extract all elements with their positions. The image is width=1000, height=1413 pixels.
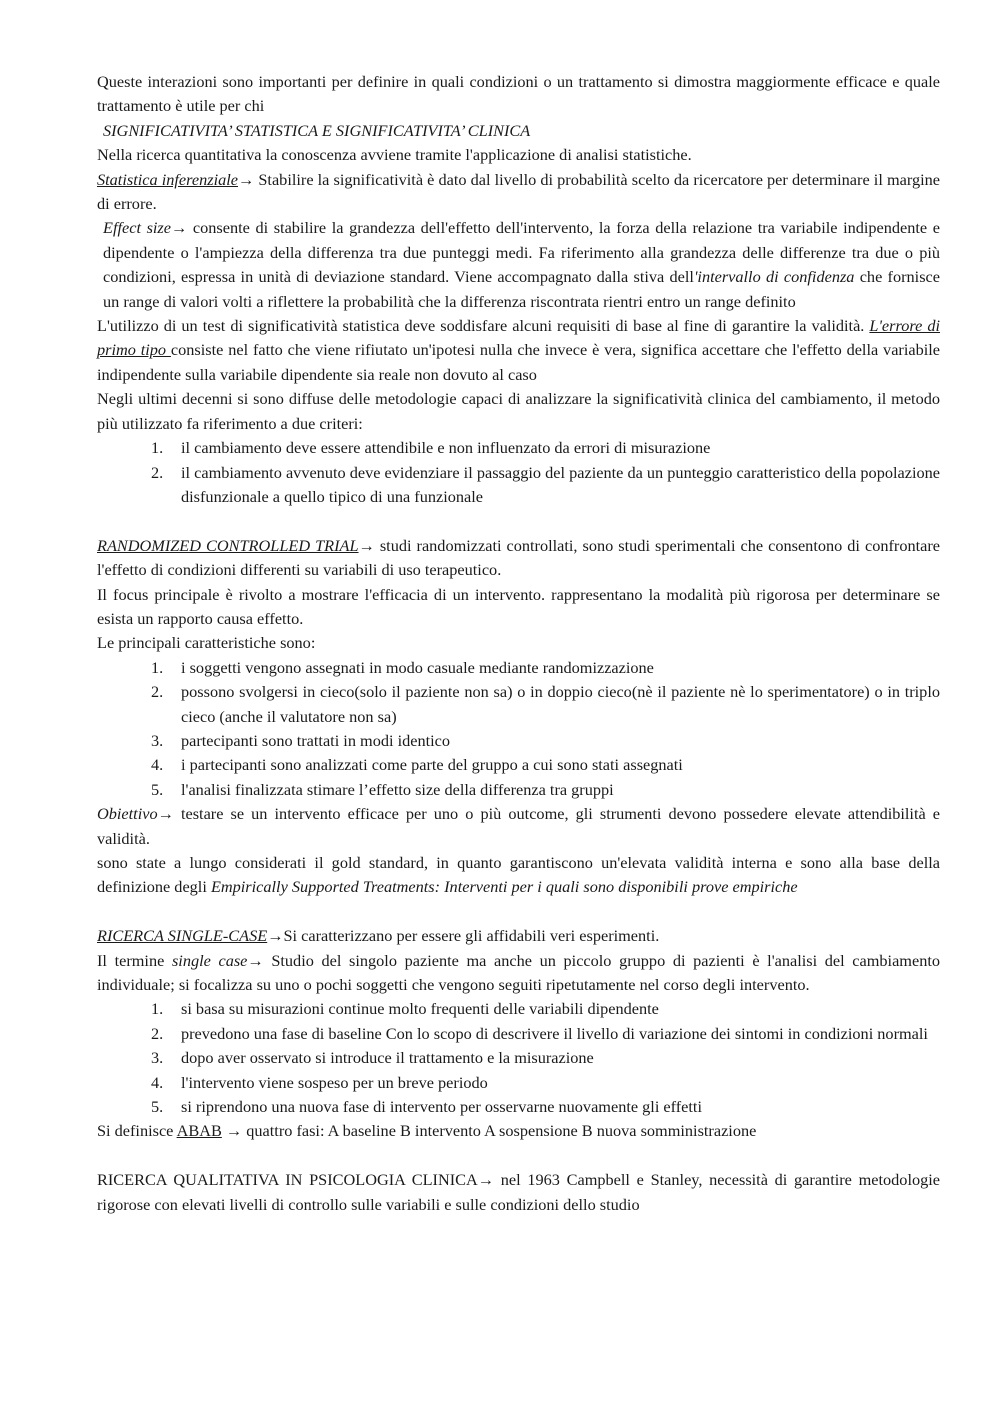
list-item	[97, 778, 940, 802]
list-text: i partecipanti sono analizzati come parte del gruppo a cui sono stati assegnati	[181, 755, 683, 775]
term-empirically-supported: Empirically Supported Treatments: Interventi per i quali sono disponibili prove empiriche	[210, 877, 798, 897]
term-abab: ABAB	[176, 1121, 222, 1141]
list-single-case	[97, 997, 940, 1119]
blank-line	[97, 1144, 940, 1168]
paragraph-ricerca-quantitativa: Nella ricerca quantitativa la conoscenza avviene tramite l'applicazione di analisi statistiche.	[97, 145, 692, 165]
paragraph-obiettivo	[97, 802, 940, 851]
list-text: l'analisi finalizzata stimare l’effetto size della differenza tra gruppi	[181, 779, 614, 799]
text-abab-fasi: → quattro fasi: A baseline B intervento A sospensione B nuova somministrazione	[221, 1121, 757, 1141]
list-number: 2.	[151, 682, 164, 702]
paragraph-gold-standard	[97, 851, 940, 900]
paragraph-rct-caratteristiche: Le principali caratteristiche sono:	[97, 633, 316, 653]
paragraph-ricerca-qualitativa: RICERCA QUALITATIVA IN PSICOLOGIA CLINICA→ nel 1963 Campbell e Stanley, necessità di garantire metodologie rigorose con elevati livelli di controllo sulle variabili e sulle condizioni dello studio	[97, 1170, 940, 1214]
paragraph-single-case	[97, 924, 940, 948]
list-text: il cambiamento deve essere attendibile e non influenzato da errori di misurazione	[181, 438, 711, 458]
paragraph-statistica-inferenziale	[97, 168, 940, 217]
list-number: 1.	[151, 438, 164, 458]
list-item	[97, 1022, 940, 1046]
section-heading-significativita: SIGNIFICATIVITA’ STATISTICA E SIGNIFICATIVITA’ CLINICA	[103, 120, 531, 140]
list-item	[97, 1071, 940, 1095]
text-intervallo-confidenza: che fornisce un range di valori volti a riflettere la probabilità che la differenza riscontrata rientri entro un range definito	[103, 267, 940, 311]
list-text: l'intervento viene sospeso per un breve periodo	[181, 1072, 488, 1092]
text-errore-primo-tipo: consiste nel fatto che viene rifiutato un'ipotesi nulla che invece è vera, significa accettare che l'effetto della variabile indipendente sulla variabile dipendente sia reale non dovuto al caso	[97, 340, 941, 384]
arrow-symbol: →	[237, 169, 255, 189]
term-single-case: RICERCA SINGLE-CASE	[97, 926, 268, 946]
text-test-significativita: L'utilizzo di un test di significatività statistica deve soddisfare alcuni requisiti di base al fine di garantire la validità.	[97, 316, 870, 336]
term-single-case-italic: single case	[171, 950, 248, 970]
text-termine-definition: → Studio del singolo paziente ma anche un piccolo gruppo di pazienti è l'analisi del cambiamento individuale; si focalizza su uno o pochi soggetti che vengono seguiti ripetutamente nel corso degli intervento.	[97, 950, 941, 994]
blank-line	[97, 900, 940, 924]
paragraph-test-significativita	[97, 314, 940, 387]
list-number: 3.	[151, 730, 164, 750]
list-number: 2.	[151, 1023, 164, 1043]
paragraph-rct	[97, 534, 940, 583]
list-item	[97, 1095, 940, 1119]
list-item	[97, 729, 940, 753]
text-obiettivo: testare se un intervento efficace per uno o più outcome, gli strumenti devono possedere elevate attendibilità e validità.	[97, 804, 940, 848]
list-item	[97, 680, 940, 729]
paragraph-interazioni: Queste interazioni sono importanti per definire in quali condizioni o un trattamento si dimostra maggiormente efficace e quale trattamento è utile per chi	[97, 72, 940, 116]
list-text: il cambiamento avvenuto deve evidenziare il passaggio del paziente da un punteggio caratteristico della popolazione disfunzionale a quello tipico di una funzionale	[181, 462, 940, 506]
paragraph-significativita-clinica: Negli ultimi decenni si sono diffuse delle metodologie capaci di analizzare la significatività clinica del cambiamento, il metodo più utilizzato fa riferimento a due criteri:	[97, 389, 940, 433]
list-text: dopo aver osservato si introduce il trattamento e la misurazione	[181, 1048, 594, 1068]
term-effect-size: Effect size→	[103, 218, 188, 238]
arrow-symbol: →	[358, 535, 375, 555]
list-text: si riprendono una nuova fase di intervento per osservarne nuovamente gli effetti	[181, 1097, 702, 1117]
list-number: 5.	[151, 1097, 164, 1117]
text-termine: Il termine	[97, 950, 172, 970]
list-text: possono svolgersi in cieco(solo il paziente non sa) o in doppio cieco(nè il paziente nè lo sperimentatore) o in triplo cieco (anche il valutatore non sa)	[181, 682, 940, 726]
list-item	[97, 436, 940, 460]
list-item	[97, 753, 940, 777]
list-item	[97, 997, 940, 1021]
list-text: i soggetti vengono assegnati in modo casuale mediante randomizzazione	[181, 657, 654, 677]
paragraph-abab	[97, 1119, 940, 1143]
term-obiettivo: Obiettivo→	[97, 804, 174, 824]
text-single-case: →Si caratterizzano per essere gli affidabili veri esperimenti.	[267, 926, 660, 946]
term-intervallo-confidenza: 'intervallo di confidenza	[693, 267, 855, 287]
list-text: partecipanti sono trattati in modi identico	[181, 730, 451, 750]
list-number: 2.	[151, 462, 164, 482]
term-statistica-inferenziale: Statistica inferenziale	[97, 169, 238, 189]
list-item	[97, 461, 940, 510]
list-caratteristiche-rct	[97, 656, 940, 802]
list-number: 4.	[151, 1072, 164, 1092]
paragraph-termine-single-case	[97, 949, 940, 998]
paragraph-rct-focus: Il focus principale è rivolto a mostrare l'efficacia di un intervento. rappresentano la modalità più rigorosa per determinare se esista un rapporto causa effetto.	[97, 584, 940, 628]
list-criteri-clinici	[97, 436, 940, 509]
list-item	[97, 1046, 940, 1070]
text-rct: studi randomizzati controllati, sono studi sperimentali che consentono di confrontare l'effetto di condizioni differenti su variabili di uso terapeutico.	[97, 535, 940, 580]
blank-line	[97, 509, 940, 533]
list-number: 5.	[151, 779, 164, 799]
text-gold-standard: sono state a lungo considerati il gold standard, in quanto garantiscono un'elevata validità interna e sono alla base della definizione degli	[97, 852, 940, 897]
list-number: 4.	[151, 755, 164, 775]
text-effect-size: consente di stabilire la grandezza dell'effetto dell'intervento, la forza della relazione tra variabile indipendente e dipendente o l'ampiezza della differenza tra due punteggi medi. Fa riferimento alla grandezza delle differenze tra due o più condizioni, espressa in unità di deviazione standard. Viene accompagnato dalla stiva dell	[103, 218, 940, 287]
list-number: 3.	[151, 1048, 164, 1068]
list-text: si basa su misurazioni continue molto frequenti delle variabili dipendente	[181, 999, 659, 1019]
list-number: 1.	[151, 999, 164, 1019]
text-statistica-inferenziale: Stabilire la significatività è dato dal livello di probabilità scelto da ricercatore per determinare il margine di errore.	[97, 169, 941, 214]
list-text: prevedono una fase di baseline Con lo scopo di descrivere il livello di variazione dei sintomi in condizioni normali	[181, 1023, 928, 1043]
list-number: 1.	[151, 657, 164, 677]
list-item	[97, 656, 940, 680]
term-errore-primo-tipo: L'errore di primo tipo	[97, 316, 941, 360]
term-rct: RANDOMIZED CONTROLLED TRIAL	[97, 535, 359, 555]
paragraph-effect-size	[97, 216, 940, 314]
text-abab-intro: Si definisce	[97, 1121, 177, 1141]
